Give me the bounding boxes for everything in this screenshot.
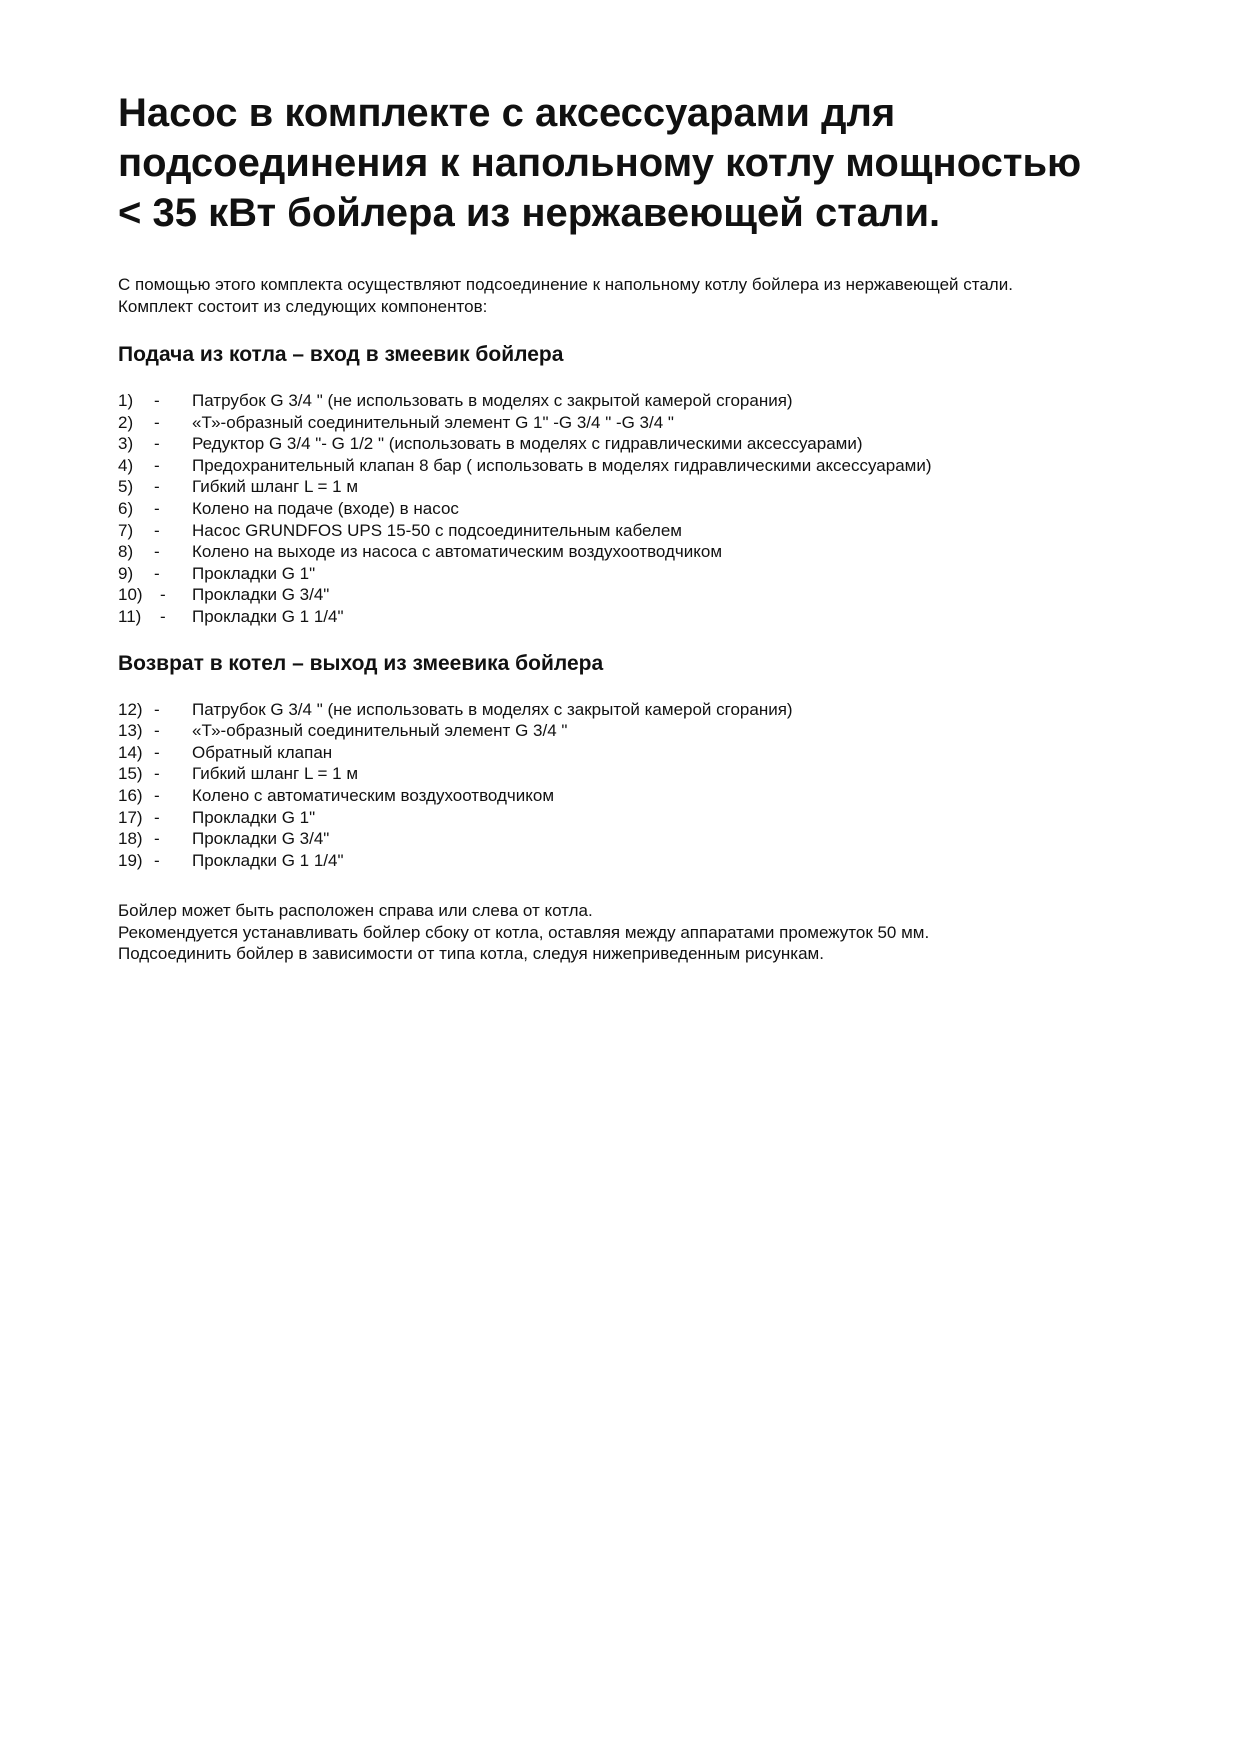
item-text: Колено на подаче (входе) в насос (192, 498, 459, 518)
item-number: 12) (118, 699, 143, 719)
list-item (118, 828, 1138, 850)
document-page (118, 88, 1138, 965)
list-item (118, 412, 1138, 434)
list-item (118, 455, 1138, 477)
list-item (118, 433, 1138, 455)
list-item (118, 606, 1138, 628)
item-dash: - (154, 412, 160, 432)
item-dash: - (154, 498, 160, 518)
list-item (118, 763, 1138, 785)
item-number: 11) (118, 606, 142, 626)
item-text: Колено на выходе из насоса с автоматическим воздухоотводчиком (192, 542, 723, 562)
item-dash: - (154, 477, 160, 497)
item-number: 14) (118, 742, 143, 762)
document-title (118, 88, 1138, 238)
item-dash: - (154, 699, 160, 719)
item-text: Прокладки G 3/4" (192, 585, 330, 605)
item-number: 17) (118, 807, 143, 827)
item-text: Прокладки G 1 1/4" (192, 606, 344, 626)
item-dash: - (154, 455, 160, 475)
item-dash: - (154, 785, 160, 805)
item-number: 16) (118, 785, 143, 805)
list-item (118, 520, 1138, 542)
item-text: Предохранительный клапан 8 бар ( использовать в моделях гидравлическими аксессуарами) (192, 455, 932, 475)
list-item (118, 541, 1138, 563)
list-item (118, 476, 1138, 498)
item-number: 6) (118, 498, 134, 518)
item-text: Насос GRUNDFOS UPS 15-50 с подсоединительным кабелем (192, 520, 682, 540)
item-number: 9) (118, 563, 134, 583)
item-dash: - (154, 434, 160, 454)
item-dash: - (154, 829, 160, 849)
item-dash: - (154, 391, 160, 410)
intro-paragraph (118, 274, 1138, 318)
list-item (118, 584, 1138, 606)
item-text: Прокладки G 3/4" (192, 829, 330, 849)
item-dash: - (154, 520, 160, 540)
item-text: Прокладки G 1 1/4" (192, 850, 344, 870)
item-number: 3) (118, 434, 134, 454)
item-text: Обратный клапан (192, 742, 333, 762)
item-dash: - (154, 742, 160, 762)
item-number: 8) (118, 542, 134, 562)
list-item (118, 390, 1138, 412)
note-line: Бойлер может быть расположен справа или слева от котла. (118, 901, 593, 921)
item-text: «Т»-образный соединительный элемент G 1" -G 3/4 " -G 3/4 " (192, 412, 674, 432)
item-dash: - (154, 721, 160, 741)
item-text: Прокладки G 1" (192, 807, 316, 827)
list-item (118, 563, 1138, 585)
item-dash: - (154, 764, 160, 784)
item-dash: - (154, 563, 160, 583)
item-number: 19) (118, 850, 143, 870)
title-line: Насос в комплекте с аксессуарами для (118, 91, 896, 135)
component-list-return (118, 699, 1138, 872)
item-dash: - (154, 542, 160, 562)
item-text: Прокладки G 1" (192, 563, 316, 583)
note-line: Рекомендуется устанавливать бойлер сбоку от котла, оставляя между аппаратами промежуток 50 мм. (118, 922, 930, 942)
item-text: Колено с автоматическим воздухоотводчиком (192, 785, 555, 805)
component-list-supply (118, 390, 1138, 628)
item-dash: - (154, 850, 160, 870)
item-text: Редуктор G 3/4 "- G 1/2 " (использовать в моделях с гидравлическими аксессуарами) (192, 434, 863, 454)
item-number: 5) (118, 477, 134, 497)
list-item (118, 807, 1138, 829)
item-text: Гибкий шланг L = 1 м (192, 477, 359, 497)
item-number: 13) (118, 721, 143, 741)
item-number: 1) (118, 391, 134, 410)
item-text: Гибкий шланг L = 1 м (192, 764, 359, 784)
note-line: Подсоединить бойлер в зависимости от типа котла, следуя нижеприведенным рисункам. (118, 944, 824, 964)
intro-line: Комплект состоит из следующих компонентов: (118, 297, 488, 316)
closing-notes (118, 900, 1138, 965)
list-item (118, 699, 1138, 721)
item-text: «Т»-образный соединительный элемент G 3/4 " (192, 721, 568, 741)
item-number: 4) (118, 455, 134, 475)
intro-line: С помощью этого комплекта осуществляют подсоединение к напольному котлу бойлера из нержавеющей стали. (118, 275, 1013, 294)
section-heading-return: Возврат в котел – выход из змеевика бойлера (118, 651, 604, 675)
item-number: 2) (118, 412, 134, 432)
section-heading-supply: Подача из котла – вход в змеевик бойлера (118, 343, 564, 366)
list-item (118, 742, 1138, 764)
list-item (118, 720, 1138, 742)
list-item (118, 850, 1138, 872)
item-text: Патрубок G 3/4 " (не использовать в моделях с закрытой камерой сгорания) (192, 391, 793, 410)
title-line: подсоединения к напольному котлу мощностью (118, 141, 1082, 185)
item-dash: - (154, 807, 160, 827)
list-item (118, 785, 1138, 807)
title-line: < 35 кВт бойлера из нержавеющей стали. (118, 191, 941, 235)
item-number: 7) (118, 520, 134, 540)
item-dash: - (160, 585, 166, 605)
item-dash: - (160, 606, 166, 626)
item-text: Патрубок G 3/4 " (не использовать в моделях с закрытой камерой сгорания) (192, 699, 793, 719)
item-number: 15) (118, 764, 143, 784)
list-item (118, 498, 1138, 520)
item-number: 18) (118, 829, 143, 849)
item-number: 10) (118, 585, 143, 605)
